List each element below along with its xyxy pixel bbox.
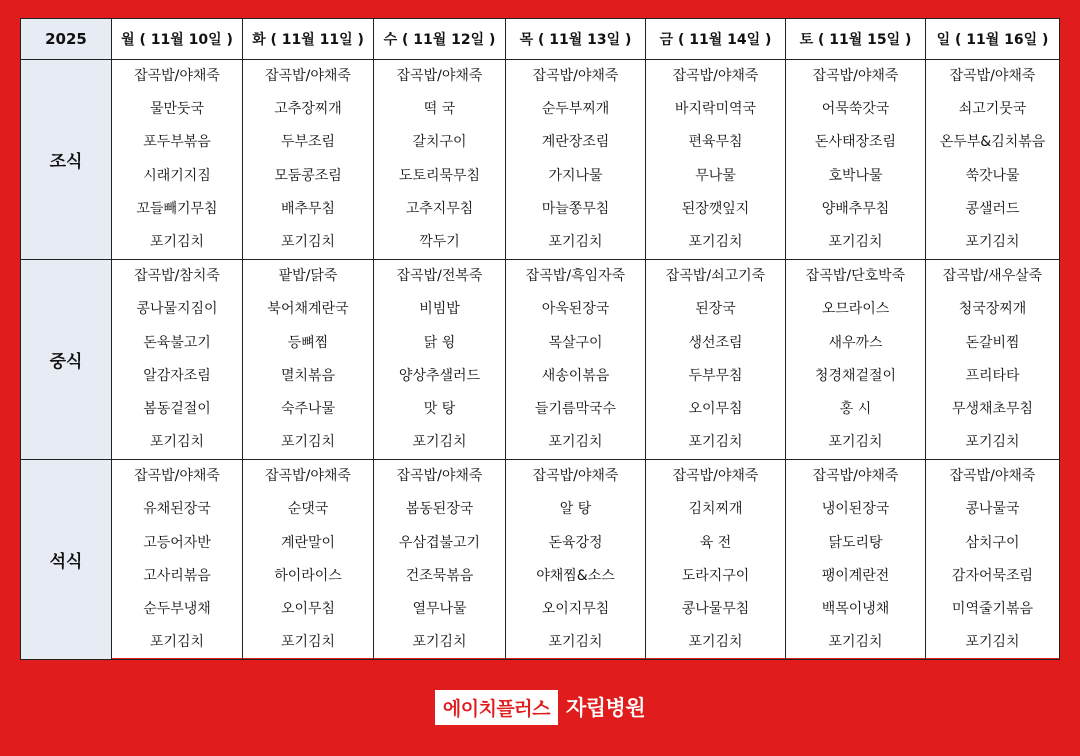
dish-item: 된장국 <box>695 301 736 318</box>
dish-list <box>243 60 373 259</box>
hospital-logo <box>435 690 645 725</box>
dish-item: 포기김치 <box>965 233 1020 250</box>
dish-item: 포기김치 <box>412 634 467 651</box>
dish-item: 무나물 <box>695 167 736 184</box>
dish-list <box>786 260 925 459</box>
dish-item: 가지나물 <box>548 167 603 184</box>
menu-cell-breakfast-mon <box>112 60 243 260</box>
dish-list <box>786 460 925 659</box>
dish-list <box>926 460 1059 659</box>
dish-item: 잡곡밥/새우살죽 <box>942 268 1043 285</box>
dish-item: 무생채초무침 <box>951 400 1034 417</box>
hospital-name: 자립병원 <box>565 696 646 720</box>
dish-item: 온두부&김치볶음 <box>939 134 1046 151</box>
dish-item: 잡곡밥/야채죽 <box>532 68 619 84</box>
dish-list <box>506 460 645 659</box>
dish-item: 아욱된장국 <box>541 301 610 318</box>
meal-row-lunch <box>21 260 1060 460</box>
dish-item: 고등어자반 <box>143 534 211 551</box>
dish-item: 팥밥/닭죽 <box>278 268 338 285</box>
dish-item: 콩나물무침 <box>681 601 750 617</box>
dish-item: 감자어묵조림 <box>951 567 1034 584</box>
dish-item: 고추지무침 <box>405 200 474 217</box>
dish-item: 오이지무침 <box>541 601 610 617</box>
dish-item: 모둠콩조림 <box>274 167 342 184</box>
dish-item: 잡곡밥/참치죽 <box>134 268 220 285</box>
dish-list <box>243 260 373 459</box>
dish-item: 등뼈찜 <box>287 334 329 351</box>
dish-item: 김치찌개 <box>688 501 743 518</box>
dish-item: 바지락미역국 <box>674 101 757 118</box>
dish-item: 잡곡밥/야채죽 <box>396 68 483 84</box>
dish-item: 돈육불고기 <box>143 334 211 351</box>
menu-cell-breakfast-thu <box>506 60 646 260</box>
day-header-thu: 목 ( 11월 13일 ) <box>506 19 646 60</box>
dish-item: 포기김치 <box>548 634 603 651</box>
dish-item: 계란말이 <box>280 534 336 551</box>
dish-list <box>506 60 645 259</box>
dish-item: 쇠고기뭇국 <box>958 101 1027 118</box>
dish-item: 포두부볶음 <box>143 134 211 151</box>
dish-item: 두부조림 <box>280 134 336 151</box>
dish-item: 잡곡밥/야채죽 <box>672 68 759 84</box>
menu-cell-breakfast-wed <box>374 60 506 260</box>
day-header-tue: 화 ( 11월 11일 ) <box>243 19 374 60</box>
dish-item: 떡 국 <box>423 101 456 118</box>
dish-item: 갈치구이 <box>412 134 467 151</box>
meal-label-lunch: 중식 <box>21 260 112 460</box>
dish-item: 잡곡밥/야채죽 <box>134 468 220 485</box>
dish-item: 포기김치 <box>412 434 467 451</box>
dish-list <box>112 460 242 659</box>
dish-item: 잡곡밥/야채죽 <box>812 68 899 84</box>
dish-item: 건조묵볶음 <box>405 567 474 584</box>
menu-cell-dinner-sat <box>786 460 926 660</box>
menu-cell-breakfast-sun <box>926 60 1060 260</box>
menu-cell-lunch-fri <box>646 260 786 460</box>
dish-item: 순댓국 <box>287 501 329 518</box>
dish-item: 포기김치 <box>965 634 1020 651</box>
dish-item: 봄동된장국 <box>405 501 474 518</box>
dish-item: 잡곡밥/흑임자죽 <box>525 268 626 285</box>
dish-item: 야채찜&소스 <box>536 567 615 584</box>
dish-item: 새송이볶음 <box>541 367 610 384</box>
dish-item: 육 전 <box>699 534 732 551</box>
dish-item: 고사리볶음 <box>143 567 211 584</box>
menu-cell-lunch-tue <box>243 260 374 460</box>
dish-item: 잡곡밥/야채죽 <box>672 468 759 485</box>
dish-item: 꼬들빼기무침 <box>136 200 218 217</box>
dish-item: 콩나물국 <box>965 501 1020 518</box>
dish-item: 숙주나물 <box>280 400 336 417</box>
header-row <box>21 19 1060 60</box>
dish-item: 포기김치 <box>280 233 336 250</box>
dish-item: 잡곡밥/전복죽 <box>396 268 483 285</box>
dish-list <box>506 260 645 459</box>
dish-item: 잡곡밥/쇠고기죽 <box>665 268 766 285</box>
dish-list <box>926 60 1059 259</box>
menu-cell-dinner-wed <box>374 460 506 660</box>
dish-item: 잡곡밥/야채죽 <box>812 468 899 485</box>
menu-cell-dinner-tue <box>243 460 374 660</box>
dish-item: 잡곡밥/야채죽 <box>265 468 351 485</box>
dish-item: 오이무침 <box>688 400 743 417</box>
menu-cell-lunch-sat <box>786 260 926 460</box>
menu-cell-dinner-fri <box>646 460 786 660</box>
dish-item: 돈육강정 <box>548 534 603 551</box>
dish-item: 포기김치 <box>688 634 743 651</box>
dish-item: 편육무침 <box>688 134 743 151</box>
dish-item: 들기름막국수 <box>534 400 617 417</box>
dish-item: 잡곡밥/야채죽 <box>396 468 483 485</box>
dish-item: 미역줄기볶음 <box>951 601 1034 617</box>
menu-cell-lunch-wed <box>374 260 506 460</box>
dish-list <box>243 460 373 659</box>
dish-item: 포기김치 <box>828 233 883 250</box>
dish-item: 도라지구이 <box>681 567 750 584</box>
menu-cell-breakfast-sat <box>786 60 926 260</box>
dish-item: 포기김치 <box>280 434 336 451</box>
dish-list <box>374 460 505 659</box>
menu-cell-lunch-thu <box>506 260 646 460</box>
dish-item: 포기김치 <box>149 434 205 451</box>
dish-item: 백목이냉채 <box>821 601 890 617</box>
dish-item: 포기김치 <box>965 434 1020 451</box>
day-header-wed: 수 ( 11월 12일 ) <box>374 19 506 60</box>
day-header-fri: 금 ( 11월 14일 ) <box>646 19 786 60</box>
dish-item: 맛 탕 <box>423 400 456 417</box>
dish-item: 돈갈비찜 <box>965 334 1020 351</box>
dish-item: 포기김치 <box>280 634 336 651</box>
dish-item: 오이무침 <box>280 601 336 617</box>
dish-item: 배추무침 <box>280 200 336 217</box>
year-header: 2025 <box>21 19 112 60</box>
dish-item: 유채된장국 <box>143 501 211 518</box>
menu-cell-lunch-sun <box>926 260 1060 460</box>
menu-cell-dinner-sun <box>926 460 1060 660</box>
dish-item: 프리타타 <box>965 367 1020 384</box>
menu-cell-breakfast-fri <box>646 60 786 260</box>
dish-list <box>112 60 242 259</box>
dish-item: 포기김치 <box>688 434 743 451</box>
dish-item: 포기김치 <box>149 233 205 250</box>
dish-item: 계란장조림 <box>541 134 610 151</box>
dish-item: 잡곡밥/야채죽 <box>265 68 351 84</box>
dish-item: 잡곡밥/야채죽 <box>134 68 220 84</box>
dish-item: 순두부냉채 <box>143 601 211 617</box>
dish-list <box>374 260 505 459</box>
dish-list <box>786 60 925 259</box>
weekly-menu-table-container <box>20 18 1059 658</box>
weekly-menu-table <box>20 18 1060 660</box>
brand-name: 에이치플러스 <box>435 690 558 725</box>
dish-item: 멸치볶음 <box>280 367 336 384</box>
dish-item: 잡곡밥/단호박죽 <box>805 268 906 285</box>
dish-item: 고추장찌개 <box>274 101 342 118</box>
footer <box>0 658 1080 756</box>
dish-item: 포기김치 <box>828 434 883 451</box>
dish-list <box>646 260 785 459</box>
dish-item: 마늘쫑무침 <box>541 200 610 217</box>
dish-item: 양배추무침 <box>821 200 890 217</box>
dish-item: 깍두기 <box>419 233 460 250</box>
dish-item: 새우까스 <box>828 334 883 351</box>
dish-item: 잡곡밥/야채죽 <box>949 468 1036 485</box>
dish-item: 오므라이스 <box>821 301 890 318</box>
dish-item: 봄동겉절이 <box>143 400 211 417</box>
dish-item: 비빔밥 <box>419 301 460 318</box>
dish-item: 북어채계란국 <box>267 301 349 318</box>
menu-cell-dinner-thu <box>506 460 646 660</box>
meal-label-dinner: 석식 <box>21 460 112 660</box>
day-header-sun: 일 ( 11월 16일 ) <box>926 19 1060 60</box>
dish-item: 쑥갓나물 <box>965 167 1020 184</box>
dish-item: 우삼겹불고기 <box>398 534 481 551</box>
dish-item: 도토리묵무침 <box>398 167 481 184</box>
menu-cell-dinner-mon <box>112 460 243 660</box>
dish-item: 물만둣국 <box>149 101 205 118</box>
day-header-sat: 토 ( 11월 15일 ) <box>786 19 926 60</box>
menu-cell-lunch-mon <box>112 260 243 460</box>
dish-item: 돈사태장조림 <box>814 134 897 151</box>
dish-item: 닭도리탕 <box>828 534 883 551</box>
dish-item: 포기김치 <box>548 233 603 250</box>
meal-row-breakfast <box>21 60 1060 260</box>
dish-item: 청국장찌개 <box>958 301 1027 318</box>
dish-list <box>646 460 785 659</box>
dish-item: 호박나물 <box>828 167 883 184</box>
dish-item: 된장깻잎지 <box>681 200 750 217</box>
dish-item: 포기김치 <box>828 634 883 651</box>
dish-item: 포기김치 <box>149 634 205 651</box>
dish-item: 순두부찌개 <box>541 101 610 118</box>
dish-item: 알감자조림 <box>143 367 211 384</box>
dish-item: 생선조림 <box>688 334 743 351</box>
meal-row-dinner <box>21 460 1060 660</box>
dish-item: 알 탕 <box>559 501 592 518</box>
dish-item: 콩나물지짐이 <box>136 301 218 318</box>
dish-item: 콩샐러드 <box>965 200 1020 217</box>
day-header-mon: 월 ( 11월 10일 ) <box>112 19 243 60</box>
menu-cell-breakfast-tue <box>243 60 374 260</box>
dish-item: 청경채겉절이 <box>814 367 897 384</box>
dish-item: 두부무침 <box>688 367 743 384</box>
dish-item: 냉이된장국 <box>821 501 890 518</box>
dish-item: 잡곡밥/야채죽 <box>949 68 1036 84</box>
dish-item: 어묵쑥갓국 <box>821 101 890 118</box>
meal-label-breakfast: 조식 <box>21 60 112 260</box>
dish-list <box>646 60 785 259</box>
dish-item: 열무나물 <box>412 601 467 617</box>
dish-item: 포기김치 <box>548 434 603 451</box>
dish-item: 시래기지짐 <box>143 167 211 184</box>
dish-item: 닭 윙 <box>423 334 456 351</box>
dish-item: 목살구이 <box>548 334 603 351</box>
dish-item: 양상추샐러드 <box>398 367 481 384</box>
dish-item: 홍 시 <box>839 400 872 417</box>
dish-item: 하이라이스 <box>274 567 342 584</box>
dish-list <box>926 260 1059 459</box>
dish-list <box>112 260 242 459</box>
dish-item: 삼치구이 <box>965 534 1020 551</box>
dish-item: 잡곡밥/야채죽 <box>532 468 619 485</box>
dish-item: 팽이계란전 <box>821 567 890 584</box>
dish-list <box>374 60 505 259</box>
dish-item: 포기김치 <box>688 233 743 250</box>
